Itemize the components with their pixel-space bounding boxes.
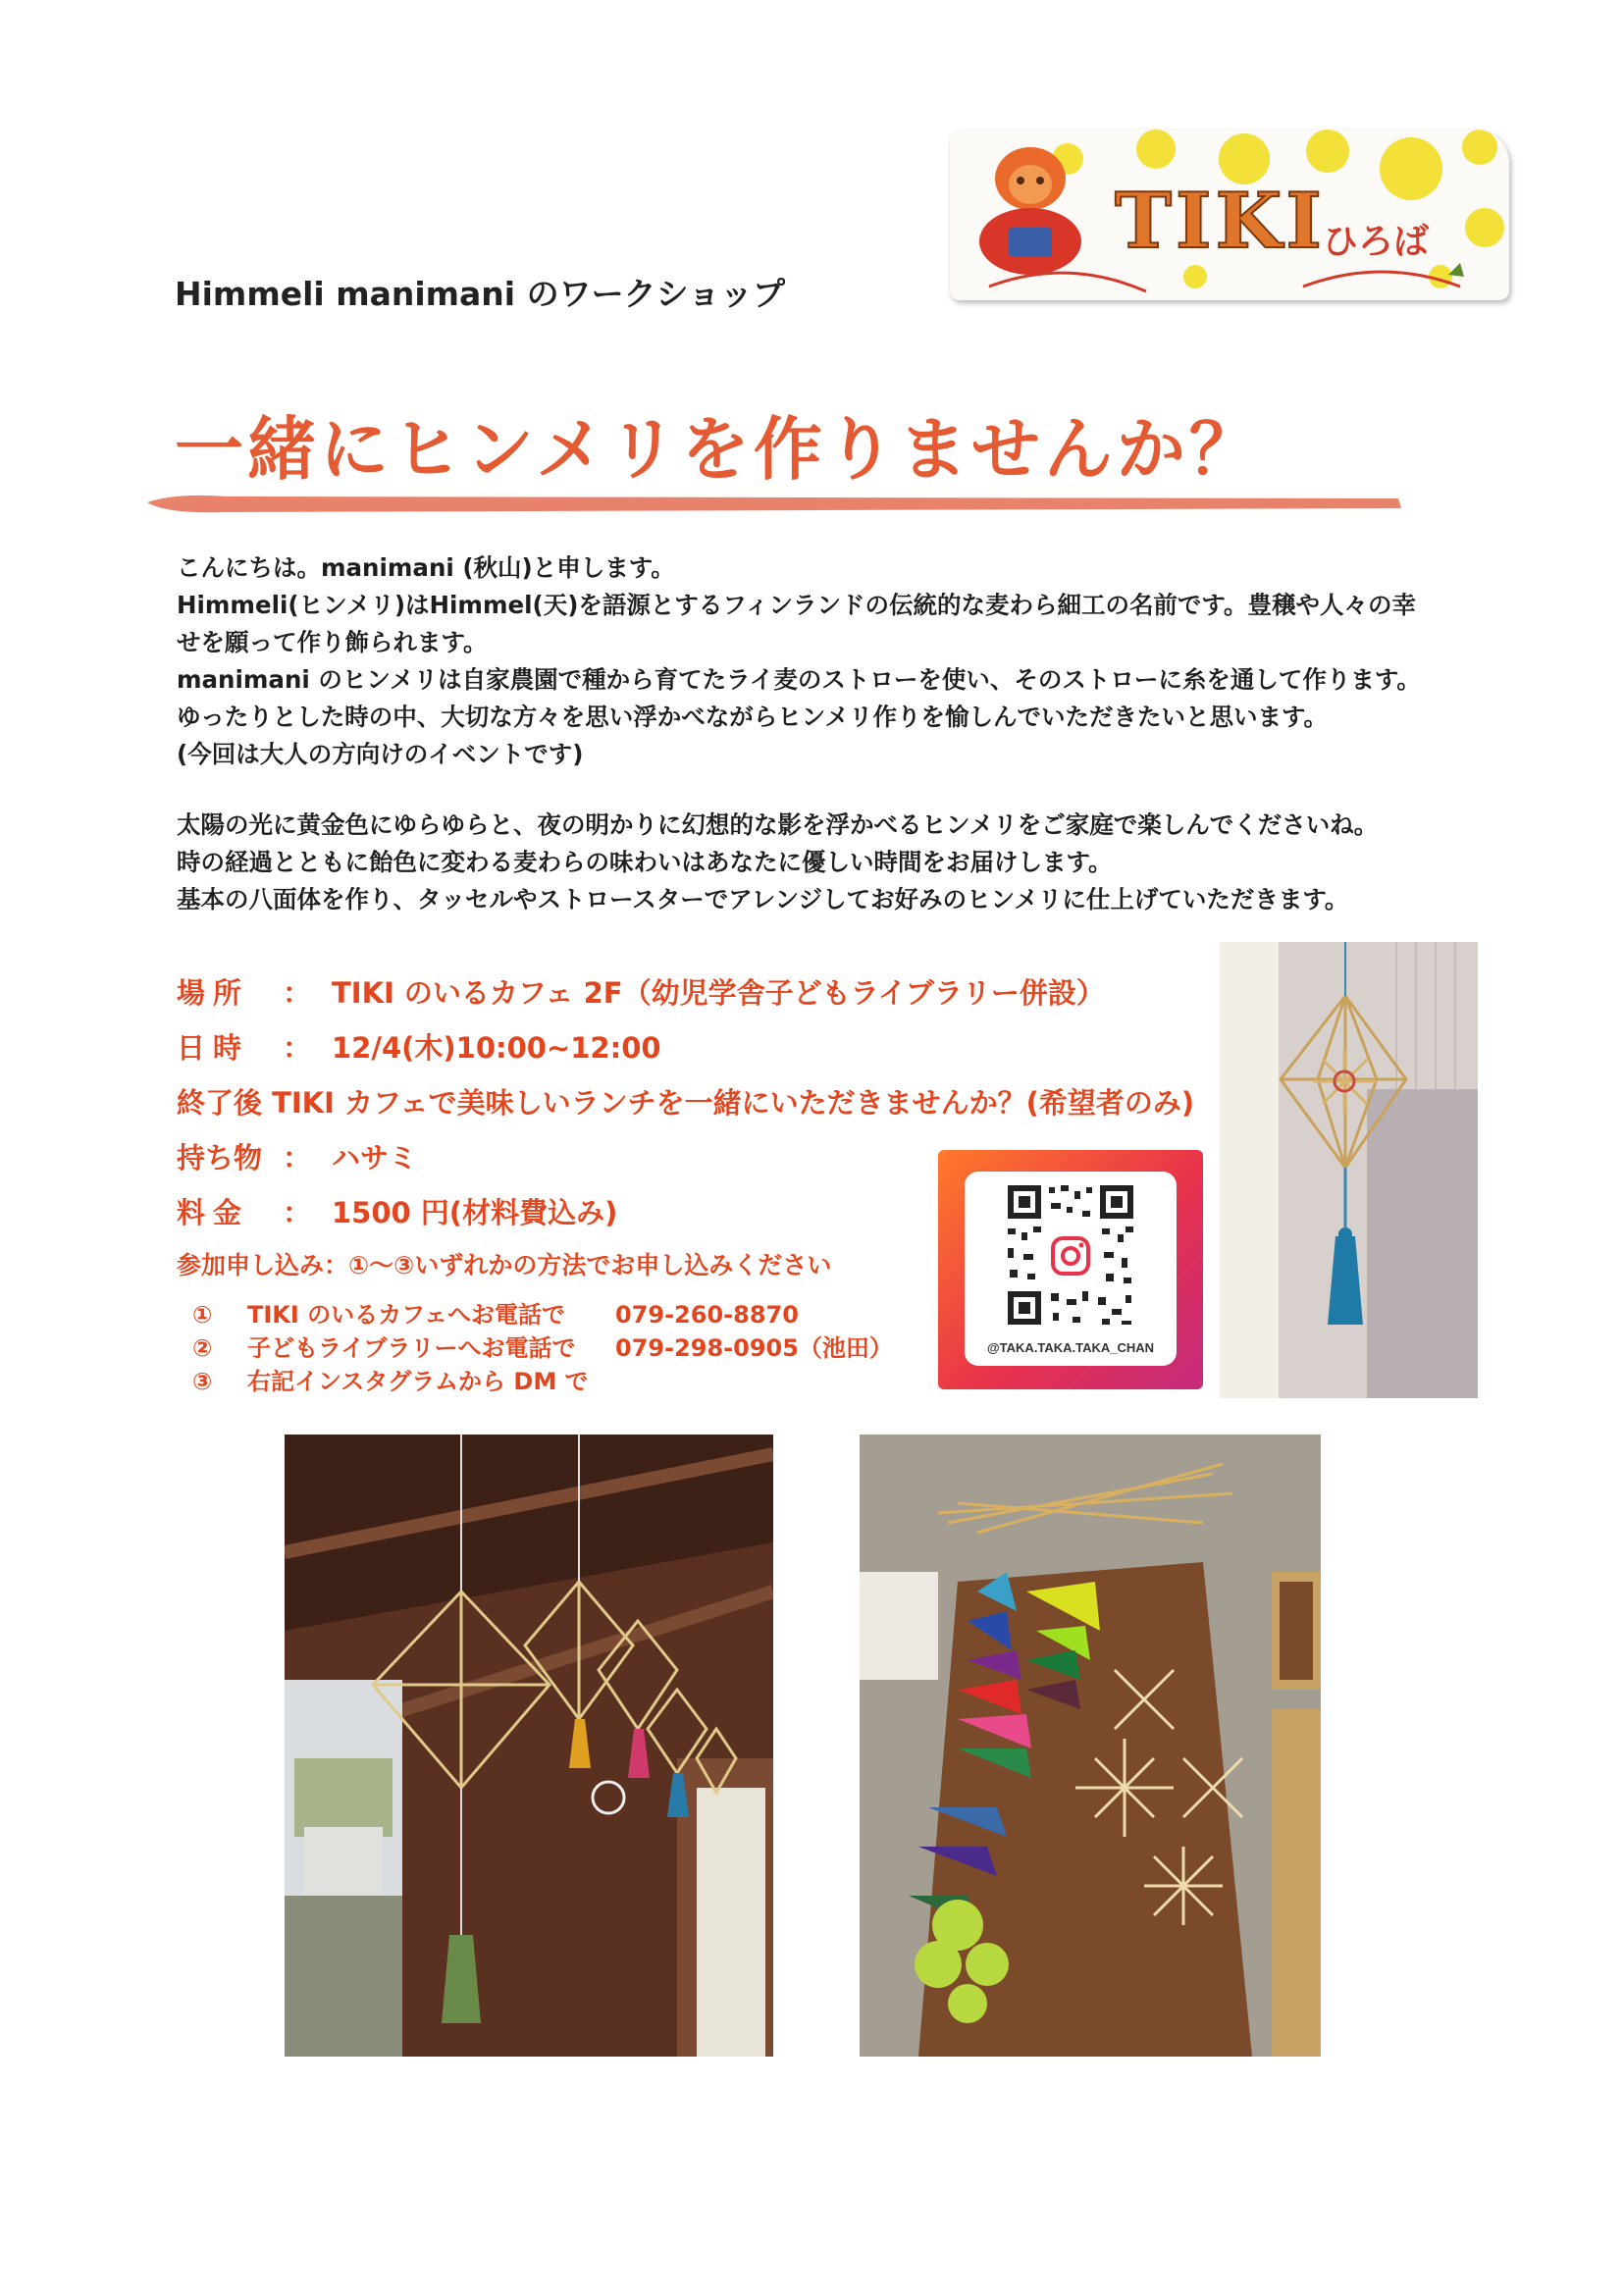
colon: ： [283,1196,312,1229]
apply-label: 参加申し込み：①～③いずれかの方法でお申し込みください [177,1251,832,1279]
apply-method [192,1362,615,1396]
title-underline [147,489,1403,518]
method-number: ③ [192,1368,213,1395]
intro-line: こんにちは。manimani (秋山)と申します。 [177,553,675,582]
method-number: ① [192,1301,213,1329]
colon: ： [283,1141,312,1174]
description-line: 太陽の光に黄金色にゆらゆらと、夜の明かりに幻想的な影を浮かべるヒンメリをご家庭で楽しんでくださいね。 [177,810,1379,839]
intro-line: manimani のヒンメリは自家農園で種から育てたライ麦のストローを使い、そのストローに糸を通して作ります。 [177,665,1421,694]
description-line: 基本の八面体を作り、タッセルやストロースターでアレンジしてお好みのヒンメリに仕上げていただきます。 [177,885,1349,913]
fee-label: 料金 [177,1196,250,1229]
intro-line: せを願って作り飾られます。 [177,628,488,656]
date-row [177,1026,661,1067]
method-text: TIKI のいるカフェへお電話で [247,1301,565,1329]
lunch-note: 終了後 TIKI カフェで美味しいランチを一緒にいただきませんか？(希望者のみ) [177,1086,1195,1120]
colon: ： [283,1031,312,1065]
place-value: TIKI のいるカフェ 2F（幼児学舎子どもライブラリー併設） [332,976,1105,1010]
colon: ： [283,976,312,1010]
description-paragraph [177,807,1452,918]
tiki-hiroba-logo [950,130,1509,300]
apply-method [192,1329,893,1363]
place-row [177,971,1105,1012]
instagram-handle: @TAKA.TAKA.TAKA_CHAN [986,1340,1155,1355]
logo-text: TIKI [1115,177,1326,266]
method-phone[interactable]: 079-298-0905（池田） [615,1334,893,1362]
himmeli-photo-hanging [1220,942,1478,1398]
place-label: 場所 [177,976,250,1010]
intro-line: ゆったりとした時の中、大切な方々を思い浮かべながらヒンメリ作りを愉しんでいただきたいと思います。 [177,703,1329,731]
apply-method [192,1295,799,1330]
workshop-subtitle: Himmeli manimani のワークショップ [175,275,785,313]
qr-code[interactable] [965,1172,1177,1338]
himmeli-photo-room [285,1435,773,2057]
method-text: 右記インスタグラムから DM で [247,1368,589,1395]
description-line: 時の経過とともに飴色に変わる麦わらの味わいはあなたに優しい時間をお届けします。 [177,848,1113,876]
method-text: 子どもライブラリーへお電話で [247,1334,576,1362]
date-label: 日時 [177,1031,250,1065]
himmeli-photo-table [860,1435,1321,2057]
instagram-qr-card[interactable] [938,1150,1203,1389]
method-phone[interactable]: 079-260-8870 [615,1301,799,1329]
page-title: 一緒にヒンメリを作りませんか？ [175,409,1262,490]
logo-subtext: ひろば [1323,221,1430,262]
intro-paragraph [177,549,1452,773]
items-label: 持ち物 [177,1141,263,1174]
fee-row [177,1191,617,1231]
items-row [177,1136,417,1176]
items-value: ハサミ [332,1141,418,1174]
method-number: ② [192,1334,213,1362]
intro-line: (今回は大人の方向けのイベントです) [177,740,584,768]
date-value: 12/4(木)10:00~12:00 [332,1031,661,1065]
intro-line: Himmeli(ヒンメリ)はHimmel(天)を語源とするフィンランドの伝統的な麦わら細工の名前です。豊穣や人々の幸 [177,591,1416,619]
fee-value: 1500 円(材料費込み) [332,1196,618,1229]
